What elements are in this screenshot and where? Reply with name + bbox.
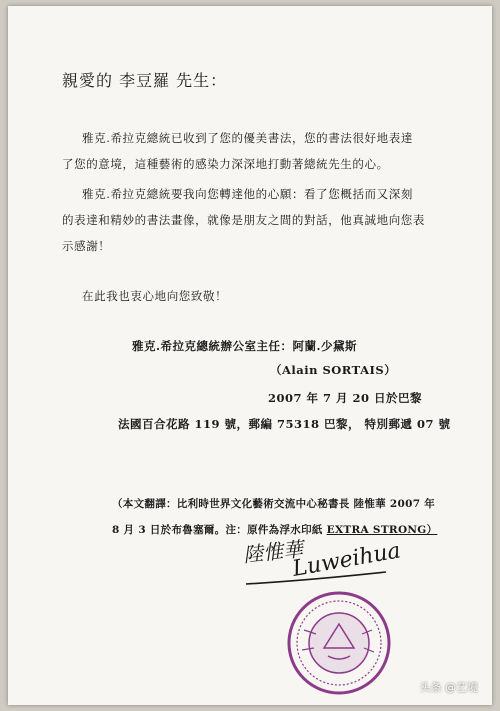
note-prefix: 8 月 3 日於布魯塞爾。注：原件為浮水印紙 (112, 524, 327, 536)
paragraph-1-line-1: 雅克.希拉克總統已收到了您的優美書法，您的書法很好地表達 (82, 131, 413, 145)
paragraph-2-line-1: 雅克.希拉克總統要我向您轉達他的心願：看了您概括而又深刻 (82, 187, 413, 201)
letter-page (8, 6, 492, 705)
note-extra-strong: EXTRA STRONG） (326, 524, 438, 536)
signature-latin: Luweihua (290, 538, 403, 582)
signature-chinese: 陸惟華 (242, 536, 305, 567)
salutation: 親愛的 李豆羅 先生： (62, 71, 228, 90)
watermark: 头条 @艺境 (419, 681, 478, 694)
embossed-seal-icon (284, 590, 394, 696)
handwritten-signature (240, 532, 403, 596)
paragraph-2-line-3: 示感謝！ (62, 239, 111, 253)
sender-title: 雅克.希拉克總統辦公室主任：阿蘭.少黛斯 (132, 339, 358, 353)
translation-note-line-1: （本文翻譯：比利時世界文化藝術交流中心秘書長 陸惟華 2007 年 (112, 498, 436, 510)
paragraph-1-line-2: 了您的意境，這種藝術的感染力深深地打動著總統先生的心。 (62, 157, 389, 171)
address-line: 法國百合花路 119 號，郵編 75318 巴黎， 特別郵遞 07 號 (118, 417, 451, 431)
sender-name-latin: （Alain SORTAIS） (270, 363, 397, 377)
date-place: 2007 年 7 月 20 日於巴黎 (268, 391, 423, 405)
closing-line: 在此我也衷心地向您致敬！ (82, 289, 228, 303)
paragraph-2-line-2: 的表達和精妙的書法畫像，就像是朋友之間的對話，他真誠地向您表 (62, 213, 425, 227)
